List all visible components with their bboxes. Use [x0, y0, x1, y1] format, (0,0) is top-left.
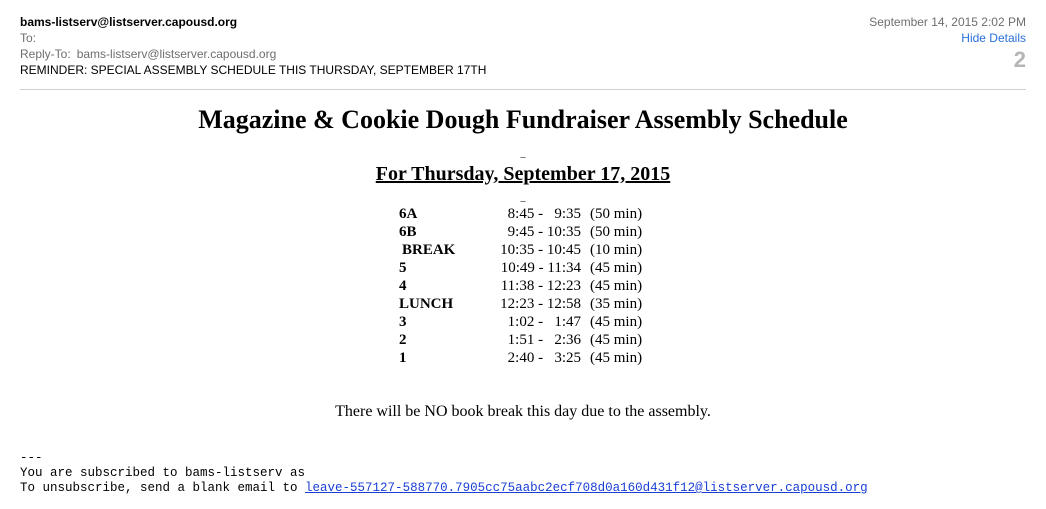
period-duration: (45 min) [590, 350, 643, 366]
spacer-dash: _ [520, 192, 526, 203]
period-duration: (50 min) [590, 224, 643, 240]
schedule-row [399, 349, 659, 367]
book-break-note: There will be NO book break this day due to the assembly. [335, 403, 711, 420]
to-label: To: [20, 31, 37, 45]
period-label: 6B [399, 224, 417, 240]
schedule-row [399, 313, 659, 331]
period-duration: (35 min) [590, 296, 643, 312]
to-row [20, 31, 36, 45]
period-time: 1:51 - 2:36 [507, 332, 581, 348]
listserv-footer [20, 451, 868, 496]
period-time: 10:35 - 10:45 [500, 242, 581, 258]
spacer-dash: _ [520, 148, 526, 159]
period-duration: (10 min) [590, 242, 643, 258]
unsubscribe-text: To unsubscribe, send a blank email to [20, 481, 306, 495]
email-date: September 14, 2015 2:02 PM [869, 15, 1026, 29]
sender-address[interactable]: bams-listserv@listserver.capousd.org [20, 15, 238, 29]
period-duration: (45 min) [590, 260, 643, 276]
schedule-row [399, 241, 659, 259]
period-time: 10:49 - 11:34 [500, 260, 581, 276]
period-time: 2:40 - 3:25 [507, 350, 581, 366]
period-duration: (50 min) [590, 206, 643, 222]
period-duration: (45 min) [590, 332, 643, 348]
subscription-text: You are subscribed to bams-listserv as [20, 466, 306, 480]
period-label: 2 [399, 332, 407, 348]
schedule-table [399, 205, 659, 367]
header-divider [20, 89, 1026, 90]
schedule-row [399, 205, 659, 223]
reply-to-address[interactable]: bams-listserv@listserver.capousd.org [76, 47, 277, 61]
unsubscribe-link[interactable]: leave-557127-588770.7905cc75aabc2ecf708d0a160d431f12@listserver.capousd.org [305, 481, 868, 495]
period-time: 12:23 - 12:58 [500, 296, 581, 312]
period-label: LUNCH [399, 296, 454, 312]
schedule-date-heading: For Thursday, September 17, 2015 [375, 163, 671, 185]
period-time: 9:45 - 10:35 [507, 224, 581, 240]
email-header [20, 15, 1026, 81]
period-duration: (45 min) [590, 278, 643, 294]
email-subject: REMINDER: SPECIAL ASSEMBLY SCHEDULE THIS THURSDAY, SEPTEMBER 17TH [20, 63, 487, 77]
period-time: 11:38 - 12:23 [500, 278, 581, 294]
period-label: 4 [399, 278, 407, 294]
reply-to-label: Reply-To: [20, 47, 71, 61]
period-label: 6A [399, 206, 418, 222]
schedule-row [399, 331, 659, 349]
reply-to-row [20, 47, 276, 61]
period-duration: (45 min) [590, 314, 643, 330]
message-count-badge: 2 [1013, 47, 1026, 72]
schedule-row [399, 295, 659, 313]
period-time: 1:02 - 1:47 [507, 314, 581, 330]
page-title: Magazine & Cookie Dough Fundraiser Assembly Schedule [198, 105, 848, 134]
period-label: 5 [399, 260, 407, 276]
schedule-row [399, 223, 659, 241]
period-label: 1 [399, 350, 407, 366]
schedule-row [399, 277, 659, 295]
period-label: BREAK [402, 242, 456, 258]
hide-details-link[interactable]: Hide Details [961, 31, 1026, 45]
period-time: 8:45 - 9:35 [507, 206, 581, 222]
period-label: 3 [399, 314, 407, 330]
schedule-row [399, 259, 659, 277]
footer-separator: --- [20, 451, 43, 465]
